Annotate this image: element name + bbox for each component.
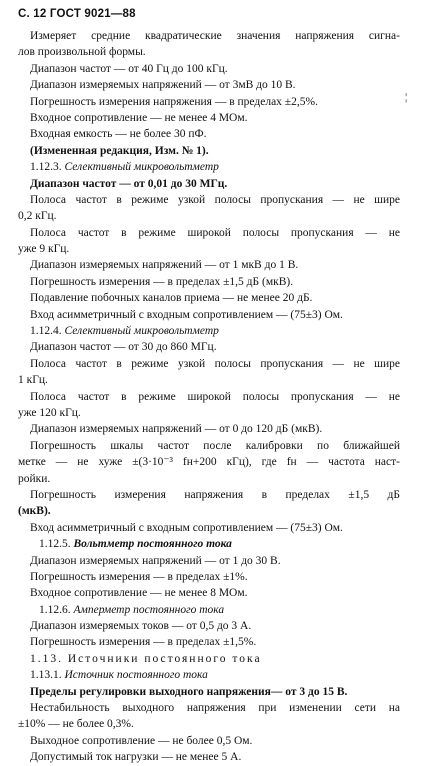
text-line: Допустимый ток нагрузки — не менее 5 А. (30, 751, 242, 764)
text-line: Погрешность измерения — в пределах ±1,5 дБ (мкВ). (30, 275, 294, 288)
text-line: Полоса частот в режиме широкой полосы пропускания — не (30, 390, 400, 403)
text-line: 1 кГц. (18, 374, 48, 387)
text-line: Погрешность измерения напряжения — в пределах ±2,5%. (30, 95, 318, 108)
text-line: уже 9 кГц. (18, 243, 70, 256)
text-line: Входное сопротивление — не менее 4 МОм. (30, 111, 248, 124)
text-line: уже 120 кГц. (18, 406, 81, 419)
text-line: лов произвольной формы. (18, 46, 146, 59)
text-line: Полоса частот в режиме широкой полосы пропускания — не (30, 226, 400, 239)
text-line: Диапазон частот — от 0,01 до 30 МГц. (30, 177, 228, 190)
section-heading (18, 602, 400, 618)
page-header: С. 12 ГОСТ 9021—88 (18, 8, 136, 20)
text-line: метке — не хуже ±(3·10⁻³ fн+200 кГц), где fн — частота наст- (18, 456, 400, 469)
amendment-note: (Измененная редакция, Изм. № 1). (30, 144, 209, 157)
text-line: Диапазон измеряемых напряжений — от 1 мкВ до 1 В. (30, 259, 299, 272)
text-line: Входная емкость — не более 30 пФ. (30, 128, 207, 141)
text-line: Погрешность измерения напряжения в пределах ±1,5 дБ (30, 488, 400, 501)
section-title: Селективный микровольтметр (64, 325, 219, 338)
document-body (18, 28, 400, 766)
text-line: 0,2 кГц. (18, 210, 57, 223)
subsection-heading: 1.13. Источники постоянного тока (30, 652, 262, 665)
section-heading (18, 159, 400, 175)
text-line: Диапазон измеряемых напряжений — от 1 до 30 В. (30, 554, 281, 567)
text-line: Диапазон частот — от 30 до 860 МГц. (30, 341, 217, 354)
text-line: Диапазон частот — от 40 Гц до 100 кГц. (30, 62, 228, 75)
section-number: 1.12.4. (30, 325, 62, 338)
section-heading (18, 323, 400, 339)
text-line: Диапазон измеряемых напряжений — от 0 до 120 дБ (мкВ). (30, 423, 323, 436)
section-number: 1.13.1. (30, 669, 62, 682)
text-line: Пределы регулировки выходного напряжения— от 3 до 15 В. (30, 685, 348, 698)
section-title: Вольтметр постоянного тока (73, 538, 232, 551)
text-line: Погрешность измерения — в пределах ±1%. (30, 570, 248, 583)
section-heading (18, 536, 400, 552)
text-line: Подавление побочных каналов приема — не менее 20 дБ. (30, 292, 313, 305)
text-line: Диапазон измеряемых токов — от 0,5 до 3 А. (30, 620, 252, 633)
text-line: Вход асимметричный с входным сопротивлением — (75±3) Ом. (30, 521, 343, 534)
text-line: (мкВ). (18, 505, 51, 518)
text-line: ±10% — не более 0,3%. (18, 718, 134, 731)
text-line: Полоса частот в режиме узкой полосы пропускания — не шире (30, 357, 400, 370)
section-heading (18, 667, 400, 683)
text-line: Нестабильность выходного напряжения при изменении сети на (30, 702, 400, 715)
margin-mark: ¦ (405, 91, 408, 103)
text-line: Полоса частот в режиме узкой полосы пропускания — не шире (30, 193, 400, 206)
section-number: 1.12.3. (30, 161, 62, 174)
section-title: Амперметр постоянного тока (73, 603, 225, 616)
text-line: ройки. (18, 472, 51, 485)
section-title: Источник постоянного тока (64, 669, 208, 682)
text-line: Измеряет средние квадратические значения напряжения сигна- (30, 30, 400, 42)
text-line: Выходное сопротивление — не более 0,5 Ом. (30, 734, 253, 747)
section-number: 1.12.6. (39, 603, 71, 616)
text-line: Входное сопротивление — не менее 8 МОм. (30, 587, 248, 600)
section-number: 1.12.5. (39, 538, 71, 551)
text-line: Диапазон измеряемых напряжений — от 3мВ до 10 В. (30, 79, 296, 92)
text-line: Вход асимметричный с входным сопротивлением — (75±3) Ом. (30, 308, 343, 321)
text-line: Погрешность измерения — в пределах ±1,5%. (30, 636, 257, 649)
text-line: Погрешность шкалы частот после калибровки по ближайшей (30, 439, 400, 452)
section-title: Селективный микровольтметр (64, 161, 219, 174)
